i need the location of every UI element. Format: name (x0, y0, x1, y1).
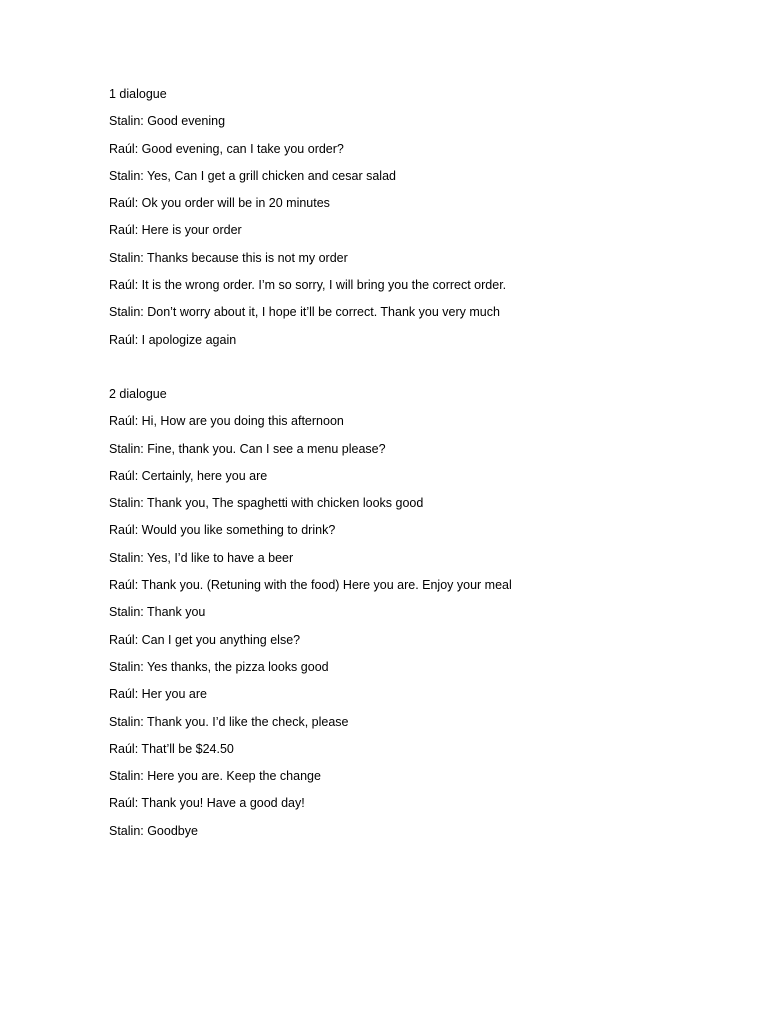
dialogue-line: Raúl: It is the wrong order. I’m so sorry, I will bring you the correct order. (109, 278, 507, 293)
dialogue-line: Stalin: Don’t worry about it, I hope it’ll be correct. Thank you very much (109, 305, 500, 320)
dialogue-line: Raúl: Certainly, here you are (109, 468, 268, 483)
dialogue-line: Stalin: Yes, Can I get a grill chicken and cesar salad (109, 168, 396, 183)
dialogue-line: Raúl: I apologize again (109, 332, 237, 347)
dialogue-line: Stalin: Thank you. I’d like the check, please (109, 714, 349, 729)
dialogue-line: Raúl: Ok you order will be in 20 minutes (109, 196, 330, 211)
dialogue-line: Raúl: Can I get you anything else? (109, 632, 301, 647)
dialogue-line: Stalin: Thank you (109, 605, 206, 620)
dialogue-line: Stalin: Good evening (109, 114, 226, 129)
dialogue-line: Stalin: Fine, thank you. Can I see a menu please? (109, 441, 386, 456)
dialogue-line: Raúl: Here is your order (109, 223, 242, 238)
dialogue-line: Stalin: Yes thanks, the pizza looks good (109, 659, 329, 674)
dialogue-line: Raúl: Hi, How are you doing this afternoon (109, 414, 344, 429)
dialogue-line: Stalin: Here you are. Keep the change (109, 769, 321, 784)
dialogue-line: Raúl: Her you are (109, 687, 207, 702)
dialogue-line: Raúl: That’ll be $24.50 (109, 741, 234, 756)
dialogue-line: Raúl: Good evening, can I take you order? (109, 141, 344, 156)
dialogue-line: Stalin: Thank you, The spaghetti with chicken looks good (109, 496, 424, 511)
dialogue-line: Stalin: Yes, I’d like to have a beer (109, 550, 294, 565)
dialogue-line: Stalin: Thanks because this is not my order (109, 250, 348, 265)
dialogue-line: Stalin: Goodbye (109, 823, 198, 838)
dialogue-section-1 (109, 85, 709, 358)
section-heading: 1 dialogue (109, 87, 167, 101)
dialogue-line: Raúl: Would you like something to drink? (109, 523, 336, 538)
dialogue-section-2 (109, 385, 709, 849)
dialogue-line: Raúl: Thank you! Have a good day! (109, 796, 305, 811)
dialogue-line: Raúl: Thank you. (Retuning with the food) Here you are. Enjoy your meal (109, 578, 512, 593)
dialogue-document (109, 85, 709, 849)
section-heading: 2 dialogue (109, 386, 167, 401)
